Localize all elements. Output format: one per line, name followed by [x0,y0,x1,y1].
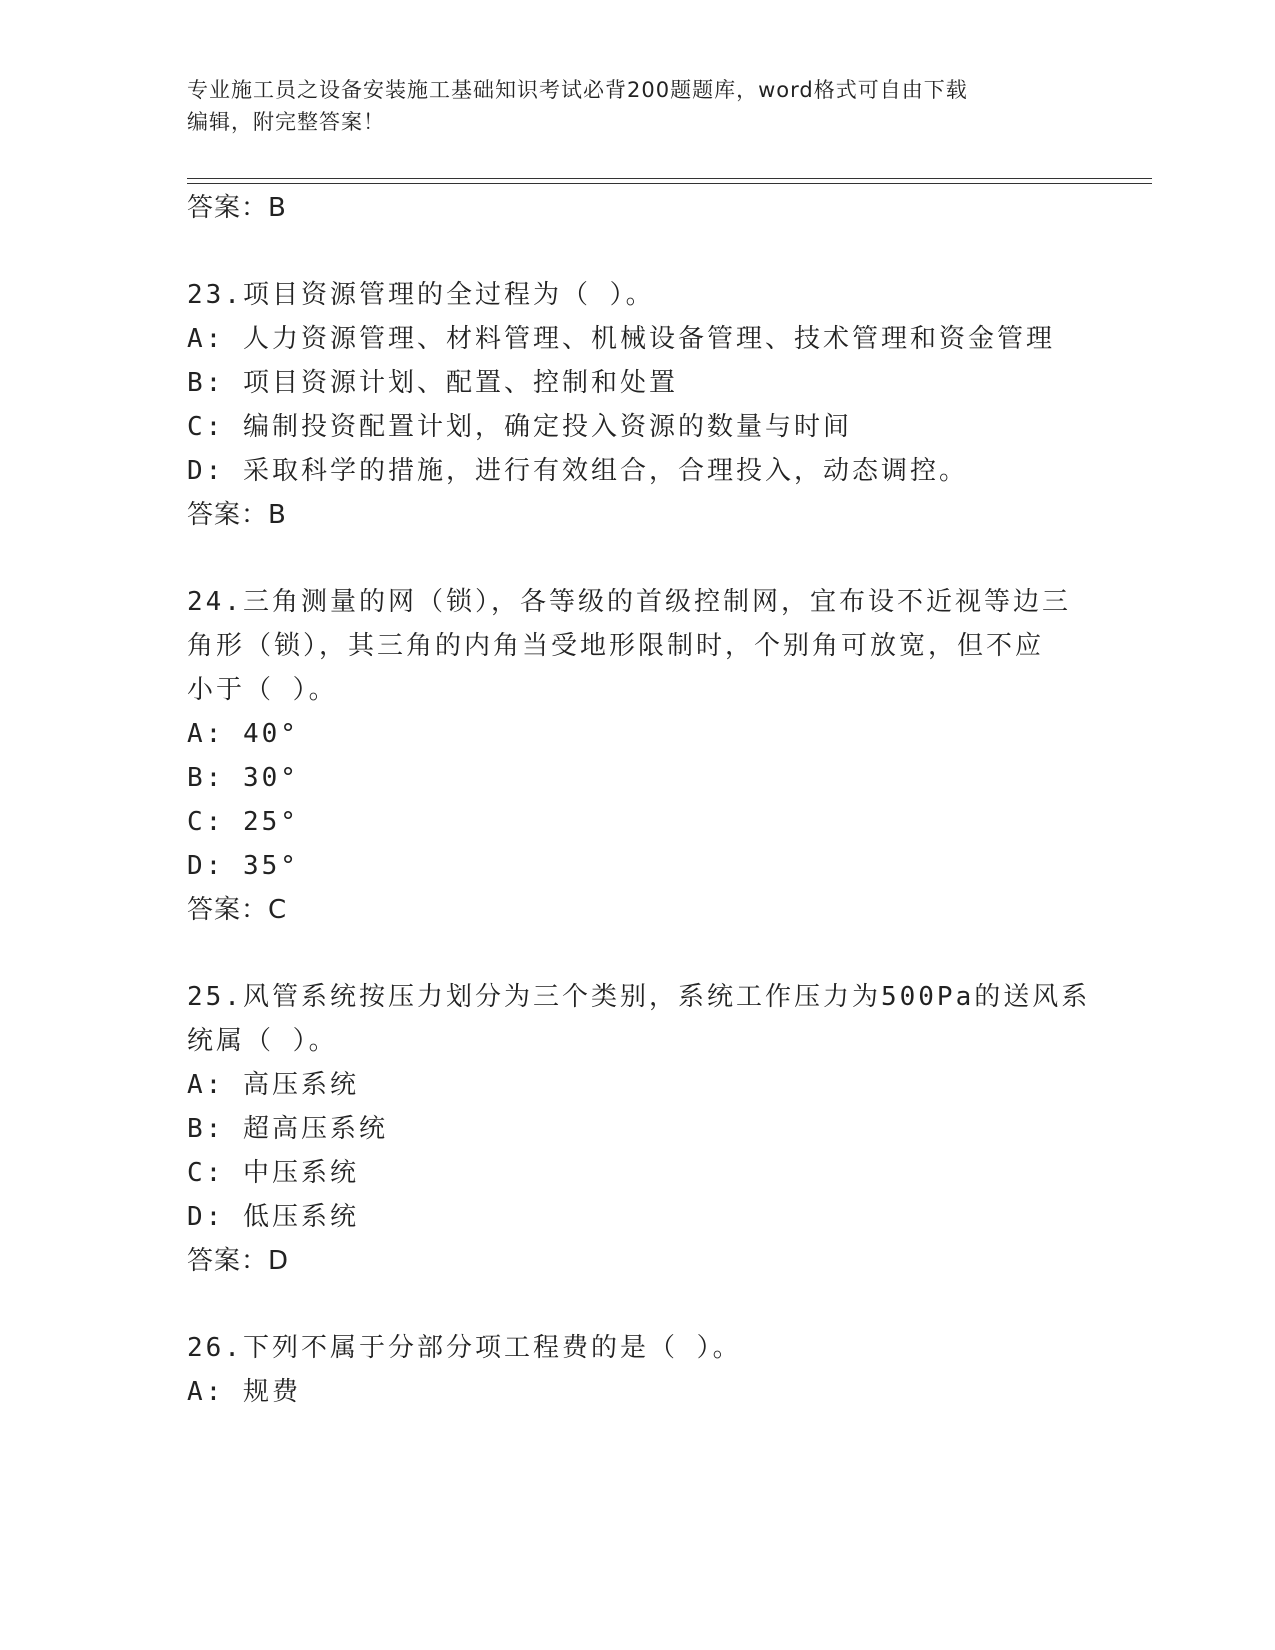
question-25-stem-1: 25.风管系统按压力划分为三个类别，系统工作压力为500Pa的送风系 [187,982,1091,1012]
question-25-option-c: C: 中压系统 [187,1158,359,1188]
question-24-stem-3: 小于（ ）。 [187,675,338,705]
question-23-option-c: C: 编制投资配置计划，确定投入资源的数量与时间 [187,412,852,442]
question-25-option-a: A: 高压系统 [187,1070,359,1100]
question-25-option-d: D: 低压系统 [187,1202,359,1232]
question-23-stem: 23.项目资源管理的全过程为（ ）。 [187,280,655,310]
question-26-stem: 26.下列不属于分部分项工程费的是（ ）。 [187,1333,742,1363]
question-24-option-c: C: 25° [187,807,299,837]
question-24-stem-2: 角形（锁），其三角的内角当受地形限制时，个别角可放宽，但不应 [187,631,1045,661]
previous-answer: 答案：B [187,193,287,223]
question-24-option-d: D: 35° [187,851,299,881]
header-line-2: 编辑，附完整答案！ [187,110,385,134]
question-25-option-b: B: 超高压系统 [187,1114,388,1144]
document-header [187,74,1067,138]
question-25-stem-2: 统属（ ）。 [187,1026,338,1056]
question-24-option-b: B: 30° [187,763,299,793]
question-25-answer: 答案：D [187,1246,290,1276]
header-divider-bottom [187,183,1152,184]
header-divider-top [187,178,1152,179]
question-23-option-b: B: 项目资源计划、配置、控制和处置 [187,368,678,398]
question-24-stem-1: 24.三角测量的网（锁），各等级的首级控制网，宜布设不近视等边三 [187,587,1071,617]
header-line-1: 专业施工员之设备安装施工基础知识考试必背200题题库，word格式可自由下载 [187,78,968,102]
question-23-option-a: A: 人力资源管理、材料管理、机械设备管理、技术管理和资金管理 [187,324,1055,354]
question-24-option-a: A: 40° [187,719,299,749]
question-24-answer: 答案：C [187,895,288,925]
question-23-answer: 答案：B [187,500,287,530]
question-23-option-d: D: 采取科学的措施，进行有效组合，合理投入，动态调控。 [187,456,968,486]
question-26-option-a: A: 规费 [187,1377,301,1407]
